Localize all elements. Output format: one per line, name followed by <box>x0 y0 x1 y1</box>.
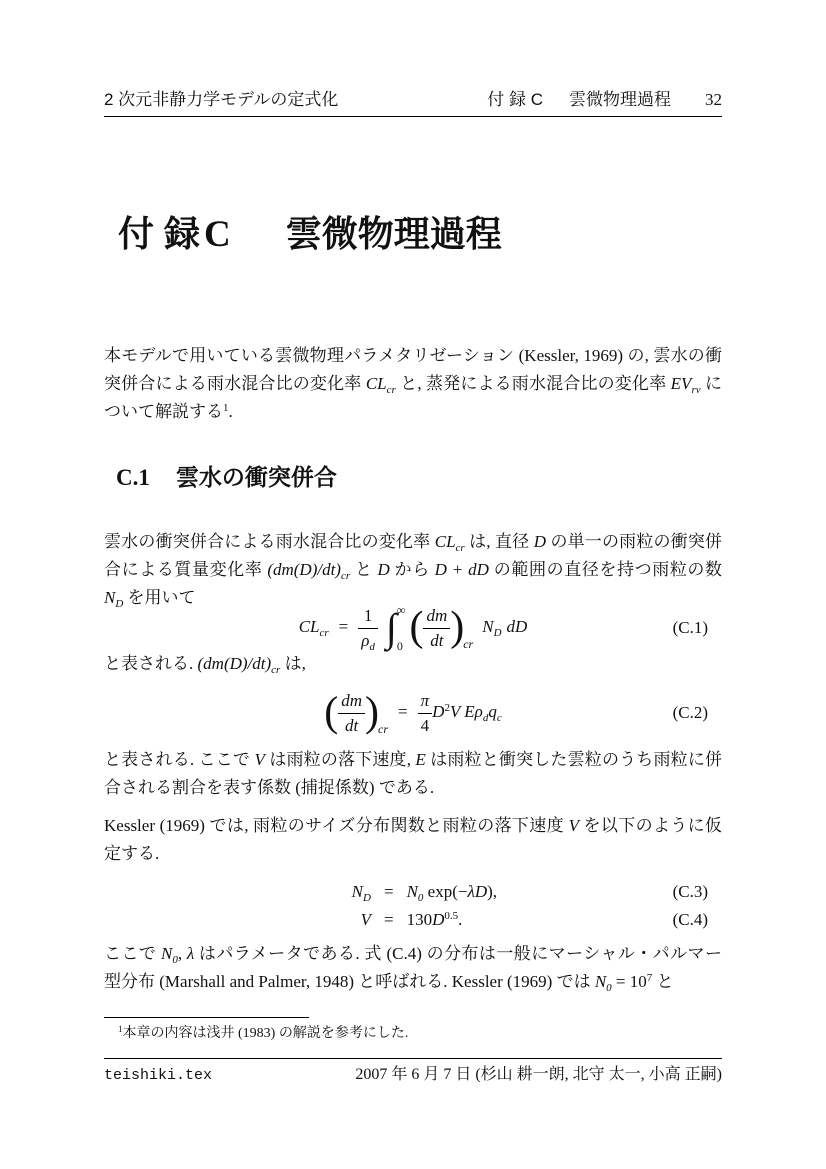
equation-c3 <box>329 878 497 906</box>
fraction-denominator: dt <box>345 715 359 735</box>
running-head-appendix-title: 雲微物理過程 <box>569 90 671 109</box>
paren-subscript: cr <box>378 721 389 736</box>
equals-sign: = <box>383 910 394 929</box>
equation-group-c3-c4 <box>104 878 722 934</box>
equation-c4 <box>329 906 497 934</box>
marshall-paragraph: ここで $N_0$, λ はパラメータである. 式 (C.4) の分布は一般にマーシャル・パルマー型分布 (Marshall and Palmer, 1948) と呼ばれる. Kessler (1969) では $N_0 = 10^7$ と <box>104 944 722 994</box>
chapter-prefix: 付 録 <box>118 213 201 254</box>
after-eq2-paragraph: と表される. ここで V は雨粒の落下速度, E は雨粒と衝突した雲粒のうち雨粒に併合される割合を表す係数 (捕捉係数) である. <box>104 750 723 797</box>
section-title: 雲水の衝突併合 <box>175 464 337 490</box>
footnote-marker: 1 <box>118 1024 123 1034</box>
running-head-appendix-label: 付 録 C <box>487 90 543 109</box>
footer-rule <box>104 1058 722 1059</box>
equation-c4-lhs: V <box>360 910 371 929</box>
math-cl: CL <box>298 616 320 636</box>
equals-sign: = <box>383 882 394 901</box>
math-cl-sub: cr <box>319 626 329 639</box>
running-head-left: 2 次元非静力学モデルの定式化 <box>104 90 339 109</box>
equation-c2 <box>104 682 722 744</box>
footer-filename: teishiki.tex <box>104 1067 213 1084</box>
equation-c1-expression <box>299 602 528 654</box>
fraction-numerator: 1 <box>358 606 378 629</box>
fraction-dm-dt <box>338 691 365 735</box>
integral-lower-limit: 0 <box>396 639 403 653</box>
footnote <box>104 1023 722 1045</box>
kessler-paragraph: Kessler (1969) では, 雨粒のサイズ分布関数と雨粒の落下速度 V を以下のように仮定する. <box>104 816 722 863</box>
section-number: C.1 <box>116 465 150 490</box>
chapter-title: 雲微物理過程 <box>285 213 502 254</box>
math-dd: dD <box>506 616 528 636</box>
close-paren: ) <box>450 604 465 651</box>
page-footer <box>104 1063 722 1088</box>
math-nd-sub: D <box>493 626 502 639</box>
paren-subscript: cr <box>463 636 474 651</box>
fraction-dm-dt <box>423 606 450 650</box>
equals-sign: = <box>398 701 408 721</box>
fraction-pi-over-4 <box>418 691 433 735</box>
equation-c3-rhs: $N_0$ exp(−λD), <box>406 882 498 904</box>
fraction-denominator: dt <box>430 630 444 650</box>
equation-c3-label: (C.3) <box>672 882 708 901</box>
after-eq1-paragraph: と表される. $(dm(D)/dt)_{cr}$ は, <box>104 654 306 676</box>
equation-c1-label: (C.1) <box>672 618 708 637</box>
equation-c4-rhs: $130D^{0.5}$. <box>406 910 463 929</box>
equation-c2-expression <box>324 691 501 735</box>
eq2-rest-terms: $D^2V$ $E\rho_dq_c$ <box>432 701 502 724</box>
equals-sign: = <box>338 616 349 636</box>
derivation-paragraph: 雲水の衝突併合による雨水混合比の変化率 $CL_{cr}$ は, 直径 D の単一の雨粒の衝突併合による質量変化率 $(dm(D)/dt)_{cr}$ と D から D + dD の範囲の直径を持つ雨粒の数 $N_D$ を用いて <box>104 532 723 610</box>
equation-c2-label: (C.2) <box>672 703 708 722</box>
section-heading <box>116 462 337 493</box>
footnote-text: 本章の内容は浅井 (1983) の解説を参考にした. <box>122 1026 409 1041</box>
chapter-letter: C <box>204 214 231 255</box>
equation-c3-lhs: $N_D$ <box>351 882 371 904</box>
fraction-denominator: 4 <box>420 715 430 735</box>
intro-paragraph: 本モデルで用いている雲微物理パラメタリゼーション (Kessler, 1969) の, 雲水の衝突併合による雨水混合比の変化率 $CL_{cr}$ と, 蒸発による雨水混合比の変化率 $EV_{rv}$ について解説する$^1$. <box>104 346 723 421</box>
chapter-heading <box>118 210 502 259</box>
integral-sign: ∫ <box>385 605 397 650</box>
aligned-equations <box>329 878 497 934</box>
fraction-denominator: $\rho_d$ <box>361 630 375 653</box>
fraction-numerator: π <box>418 691 433 714</box>
integral-upper-limit: ∞ <box>396 603 406 617</box>
footer-date-authors: 2007 年 6 月 7 日 (杉山 耕一朗, 北守 太一, 小高 正嗣) <box>355 1066 722 1083</box>
open-paren: ( <box>324 689 339 736</box>
footnote-rule <box>104 1017 309 1018</box>
open-paren: ( <box>409 604 424 651</box>
fraction-one-over-rho <box>358 605 378 653</box>
fraction-numerator: dm <box>423 606 450 629</box>
equation-c4-label: (C.4) <box>672 910 708 929</box>
integral-limits <box>397 602 406 654</box>
page-header <box>104 85 722 117</box>
close-paren: ) <box>365 689 380 736</box>
page-number: 32 <box>705 90 722 109</box>
fraction-numerator: dm <box>338 691 365 714</box>
math-nd: N <box>482 616 494 636</box>
